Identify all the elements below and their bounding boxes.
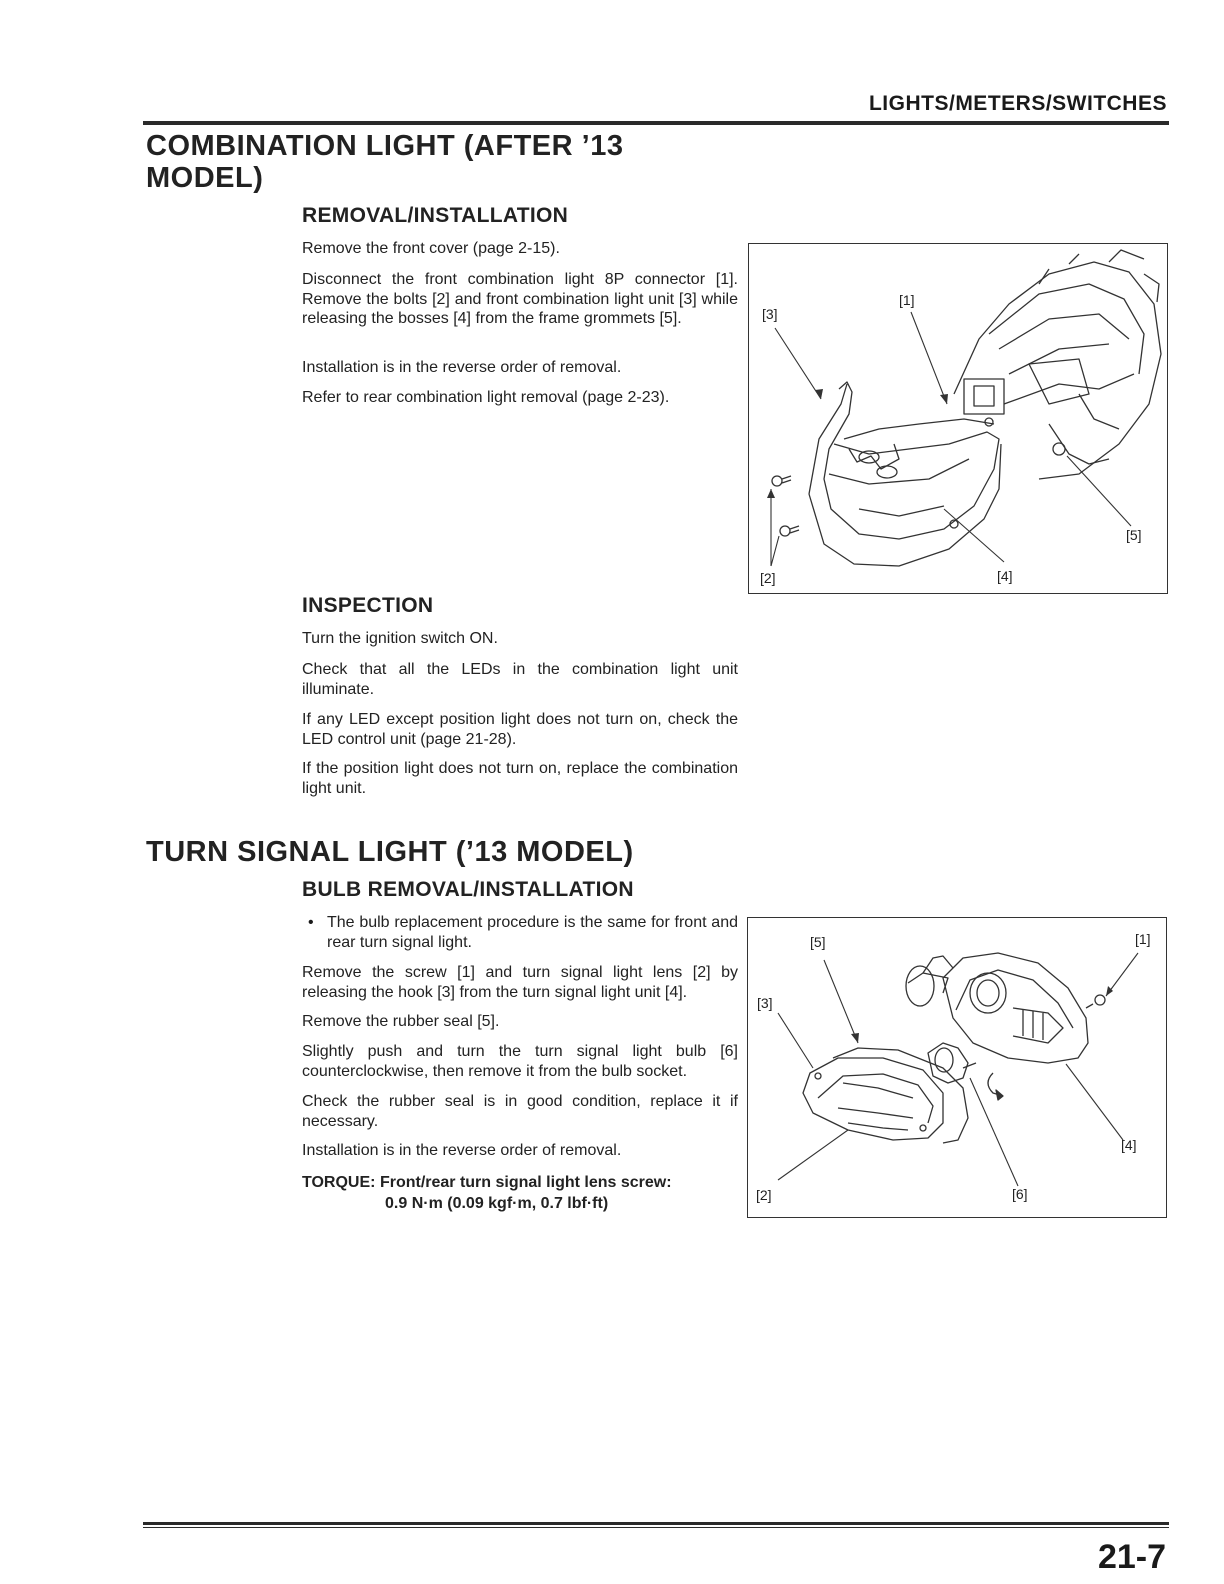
inspection-step-1: Turn the ignition switch ON. <box>302 630 498 647</box>
combination-title <box>146 130 623 194</box>
figure1-callout-4: [4] <box>997 568 1013 584</box>
figure2-callout-5: [5] <box>810 934 826 950</box>
figure1-callout-5: [5] <box>1126 527 1142 543</box>
turn-signal-illustration <box>748 918 1166 1217</box>
bullet-mark: • <box>308 914 314 931</box>
figure1-callout-1: [1] <box>899 292 915 308</box>
torque-item: Front/rear turn signal light lens screw: <box>379 1174 672 1191</box>
bulb-step-2: Remove the rubber seal [5]. <box>302 1013 500 1030</box>
removal-step-4: Refer to rear combination light removal (page 2-23). <box>302 389 670 406</box>
figure2-callout-6: [6] <box>1012 1186 1028 1202</box>
footer-rule <box>143 1522 1169 1525</box>
combination-light-illustration <box>749 244 1167 593</box>
combination-title-line2: MODEL) <box>146 162 264 194</box>
removal-step-1: Remove the front cover (page 2-15). <box>302 240 560 257</box>
figure2-callout-3: [3] <box>757 995 773 1011</box>
bulb-step-4: Check the rubber seal is in good condition, replace it if necessary. <box>302 1093 738 1130</box>
inspection-step-4: If the position light does not turn on, replace the combination light unit. <box>302 760 738 797</box>
turn-signal-title: TURN SIGNAL LIGHT (’13 MODEL) <box>146 836 634 868</box>
page-number: 21-7 <box>1097 1538 1166 1576</box>
inspection-step-3: If any LED except position light does not turn on, check the LED control unit (page 21-28). <box>302 711 738 748</box>
torque-label: TORQUE: <box>302 1174 376 1191</box>
bulb-step-3: Slightly push and turn the turn signal light bulb [6] counterclockwise, then remove it from the bulb socket. <box>302 1043 738 1080</box>
torque-spec <box>302 1172 672 1193</box>
footer-rule-thin <box>143 1527 1169 1528</box>
removal-step-2: Disconnect the front combination light 8P connector [1]. Remove the bolts [2] and front combination light unit [3] while releasing the bosses [4] from the frame grommets [5]. <box>302 271 738 327</box>
combination-light-figure <box>748 243 1168 594</box>
figure1-callout-2: [2] <box>760 570 776 586</box>
removal-step-3: Installation is in the reverse order of removal. <box>302 359 622 376</box>
removal-heading: REMOVAL/INSTALLATION <box>302 204 569 227</box>
figure2-callout-1: [1] <box>1135 931 1151 947</box>
inspection-step-2: Check that all the LEDs in the combination light unit illuminate. <box>302 661 738 698</box>
figure1-callout-3: [3] <box>762 306 778 322</box>
bulb-heading: BULB REMOVAL/INSTALLATION <box>302 878 634 901</box>
bulb-step-5: Installation is in the reverse order of removal. <box>302 1142 622 1159</box>
turn-signal-figure <box>747 917 1167 1218</box>
running-header: LIGHTS/METERS/SWITCHES <box>868 92 1167 115</box>
inspection-heading: INSPECTION <box>302 594 434 617</box>
figure2-callout-4: [4] <box>1121 1137 1137 1153</box>
bulb-note-text: The bulb replacement procedure is the same for front and rear turn signal light. <box>327 914 738 951</box>
torque-value: 0.9 N·m (0.09 kgf·m, 0.7 lbf·ft) <box>385 1195 609 1212</box>
figure2-callout-2: [2] <box>756 1187 772 1203</box>
bulb-step-1: Remove the screw [1] and turn signal light lens [2] by releasing the hook [3] from the turn signal light unit [4]. <box>302 964 738 1001</box>
header-rule <box>143 121 1169 125</box>
combination-title-line1: COMBINATION LIGHT (AFTER ’13 <box>146 130 624 162</box>
